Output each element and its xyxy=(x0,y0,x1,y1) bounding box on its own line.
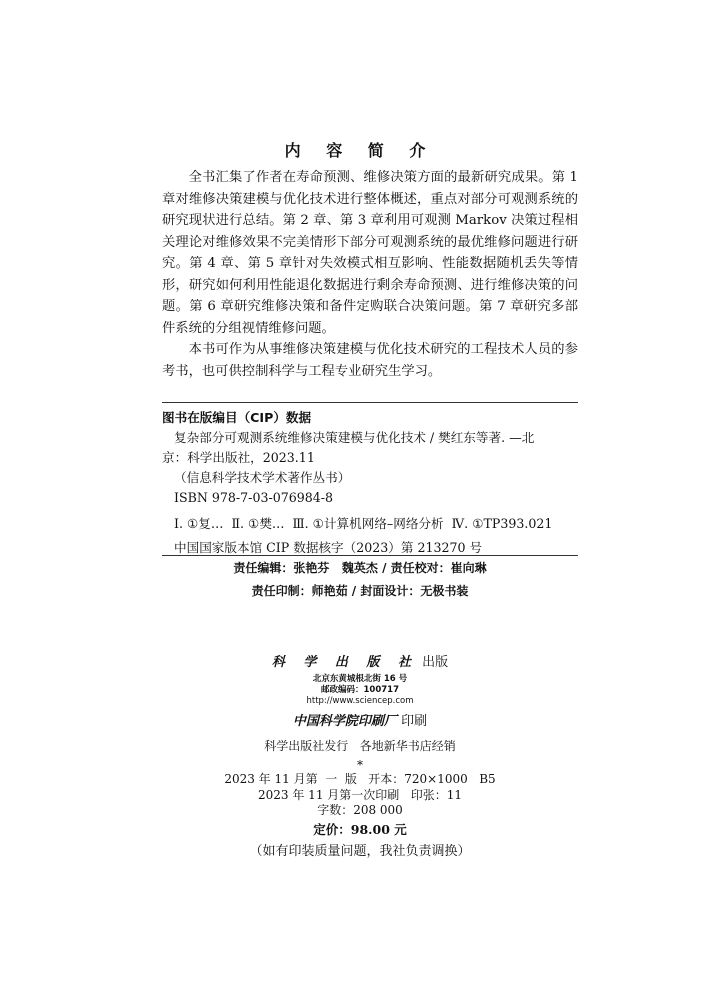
intro-section xyxy=(162,167,578,382)
cip-block xyxy=(162,408,578,558)
distribution-line: 科学出版社发行 各地新华书店经销 xyxy=(264,739,456,753)
intro-paragraph-1: 全书汇集了作者在寿命预测、维修决策方面的最新研究成果。第 1 章对维修决策建模与优化技术进行整体概述，重点对部分可观测系统的研究现状进行总结。第 2 章、第 3 章利用可观测 Markov 决策过程相关理论对维修效果不完美情形下部分可观测系统的最优维修问题进行研究。第 4 章、第 5 章针对失效模式相互影响、性能数据随机丢失等情形，研究如何利用性能退化数据进行剩余寿命预测、进行维修决策的问题。第 6 章研究维修决策和备件定购联合决策问题。第 7 章研究多部件系统的分组视情维修问题。 xyxy=(162,170,578,336)
editors-block xyxy=(0,557,720,603)
wordcount-line: 字数：208 000 xyxy=(317,803,403,817)
separator-star: * xyxy=(357,758,363,772)
page-title: 内 容 简 介 xyxy=(284,141,436,160)
publisher-suffix: 出版 xyxy=(422,655,449,670)
quality-note: （如有印装质量问题，我社负责调换） xyxy=(249,843,471,859)
editors-line-1: 责任编辑：张艳芬 魏英杰 / 责任校对：崔向琳 xyxy=(233,561,487,575)
cip-top-rule xyxy=(162,402,578,403)
cip-heading: 图书在版编目（CIP）数据 xyxy=(162,410,312,425)
publisher-block xyxy=(0,652,720,863)
cip-isbn: ISBN 978-7-03-076984-8 xyxy=(174,490,334,505)
intro-paragraph-2: 本书可作为从事维修决策建模与优化技术研究的工程技术人员的参考书，也可供控制科学与工程专业研究生学习。 xyxy=(162,342,578,379)
cip-classification: Ⅰ. ①复… Ⅱ. ①樊… Ⅲ. ①计算机网络–网络分析 Ⅳ. ①TP393.021 xyxy=(174,516,553,531)
cip-title-line-2: 京：科学出版社，2023.11 xyxy=(162,450,315,465)
cip-bottom-rule xyxy=(162,555,578,556)
publisher-url: http://www.sciencep.com xyxy=(306,696,414,706)
price-line: 定价：98.00 元 xyxy=(313,821,407,837)
edition-line: 2023 年 11 月第 一 版 开本：720×1000 B5 xyxy=(224,772,496,786)
printer-suffix: 印刷 xyxy=(401,714,428,729)
printer-line xyxy=(0,710,720,734)
publisher-name-line xyxy=(0,652,720,674)
cip-series: （信息科学技术学术著作丛书） xyxy=(174,470,351,485)
cip-record-number: 中国国家版本馆 CIP 数据核字（2023）第 213270 号 xyxy=(174,540,483,555)
editors-line-2: 责任印制：师艳茹 / 封面设计：无极书装 xyxy=(251,584,469,598)
publisher-name: 科 学 出 版 社 xyxy=(271,655,418,670)
publisher-address: 北京东黄城根北街 16 号 xyxy=(312,674,408,684)
printer-name: 中国科学院印刷厂 xyxy=(292,714,397,729)
cip-title-line: 复杂部分可观测系统维修决策建模与优化技术 / 樊红东等著. —北 xyxy=(174,430,535,445)
printing-line: 2023 年 11 月第一次印刷 印张：11 xyxy=(258,787,462,802)
publisher-postcode: 邮政编码：100717 xyxy=(321,685,399,695)
